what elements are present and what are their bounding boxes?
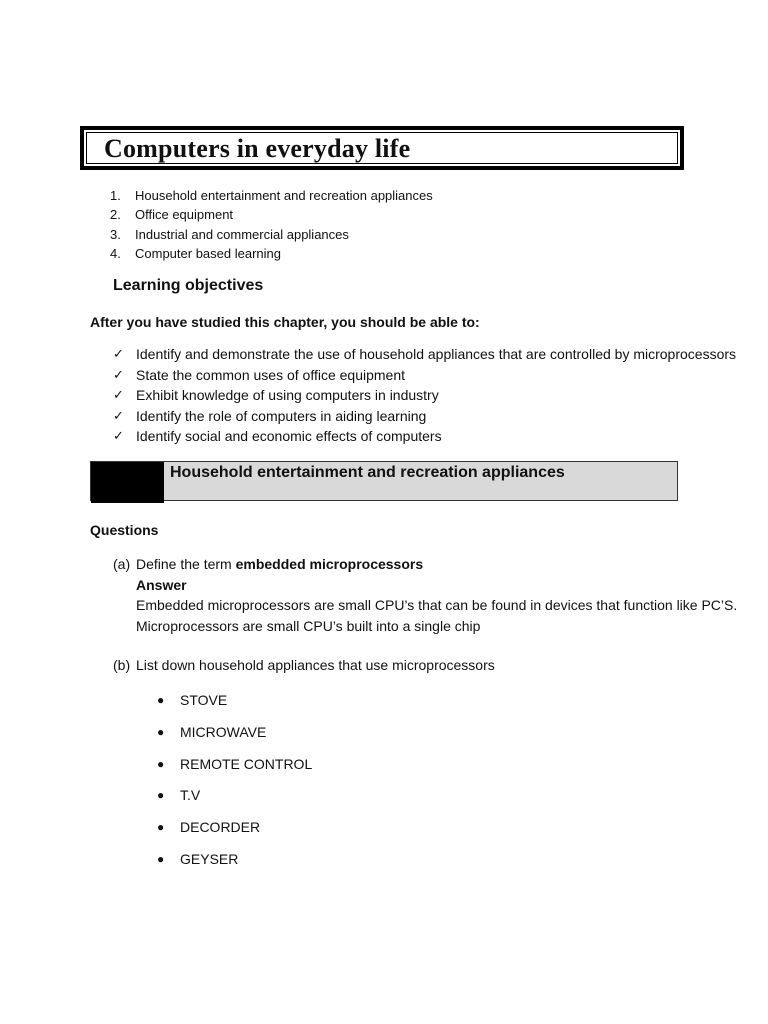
answer-line: Embedded microprocessors are small CPU’s that can be found in devices that function like PC’S. [136, 597, 738, 613]
learning-objectives-heading: Learning objectives [113, 277, 264, 294]
toc-number: 3. [110, 226, 121, 242]
appliance-item [157, 847, 312, 879]
appliance-item [157, 783, 312, 815]
appliance-name: DECORDER [180, 819, 261, 836]
appliance-item [157, 720, 312, 752]
learning-objectives-list [113, 344, 736, 447]
checkmark-icon: ✓ [113, 346, 124, 361]
toc-item [110, 205, 433, 224]
objective-text: Exhibit knowledge of using computers in industry [136, 387, 439, 404]
objective-item [113, 344, 736, 365]
toc-item [110, 225, 433, 244]
bullet-icon: ● [157, 756, 165, 771]
appliance-item [157, 815, 312, 847]
toc-number: 1. [110, 188, 121, 203]
bullet-icon: ● [157, 693, 165, 707]
appliance-name: MICROWAVE [180, 723, 267, 740]
checkmark-icon: ✓ [113, 407, 124, 423]
question-a-prompt-line [113, 554, 737, 575]
question-a-prompt: Define the term [136, 556, 232, 572]
toc-label: Computer based learning [135, 245, 281, 261]
learning-objectives-intro: After you have studied this chapter, you should be able to: [90, 314, 480, 330]
toc-item [110, 186, 433, 205]
toc-item [110, 244, 433, 263]
objective-text: Identify social and economic effects of computers [136, 428, 442, 445]
objective-item [113, 406, 736, 427]
objective-item [113, 426, 736, 447]
question-a [113, 554, 737, 636]
appliance-item [157, 688, 312, 720]
checkmark-icon: ✓ [113, 387, 124, 403]
question-a-label: (a) [113, 556, 131, 572]
bullet-icon: ● [157, 820, 165, 835]
section-header-bar [90, 461, 678, 501]
objective-item [113, 365, 736, 386]
toc-label: Industrial and commercial appliances [135, 226, 349, 242]
answer-label: Answer [136, 576, 187, 593]
objective-item [113, 385, 736, 406]
bullet-icon: ● [157, 788, 165, 803]
appliance-list [157, 688, 312, 879]
bullet-icon: ● [157, 851, 165, 866]
questions-heading: Questions [90, 522, 159, 538]
appliance-name: STOVE [180, 692, 228, 708]
answer-line: Microprocessors are small CPU’s built into a single chip [136, 617, 481, 634]
section-title: Household entertainment and recreation appliances [170, 464, 565, 481]
chapter-contents-list [110, 186, 433, 263]
objective-text: State the common uses of office equipment [136, 366, 406, 383]
objective-text: Identify the role of computers in aiding learning [136, 407, 427, 424]
toc-number: 2. [110, 207, 121, 223]
toc-label: Office equipment [135, 207, 234, 223]
chapter-title: Computers in everyday life [104, 134, 411, 163]
appliance-item [157, 752, 312, 784]
section-marker-block [91, 462, 164, 503]
appliance-name: T.V [180, 787, 201, 804]
bullet-icon: ● [157, 724, 165, 739]
question-b-label: (b) [113, 657, 131, 673]
appliance-name: REMOTE CONTROL [180, 755, 313, 772]
toc-label: Household entertainment and recreation appliances [135, 188, 433, 203]
question-b [113, 655, 495, 676]
toc-number: 4. [110, 245, 121, 261]
objective-text: Identify and demonstrate the use of household appliances that are controlled by microprocessors [136, 346, 737, 362]
question-b-prompt: List down household appliances that use microprocessors [136, 657, 495, 673]
question-a-term: embedded microprocessors [235, 556, 424, 572]
checkmark-icon: ✓ [113, 366, 124, 382]
checkmark-icon: ✓ [113, 428, 124, 444]
appliance-name: GEYSER [180, 850, 239, 867]
chapter-title-box [80, 126, 684, 170]
